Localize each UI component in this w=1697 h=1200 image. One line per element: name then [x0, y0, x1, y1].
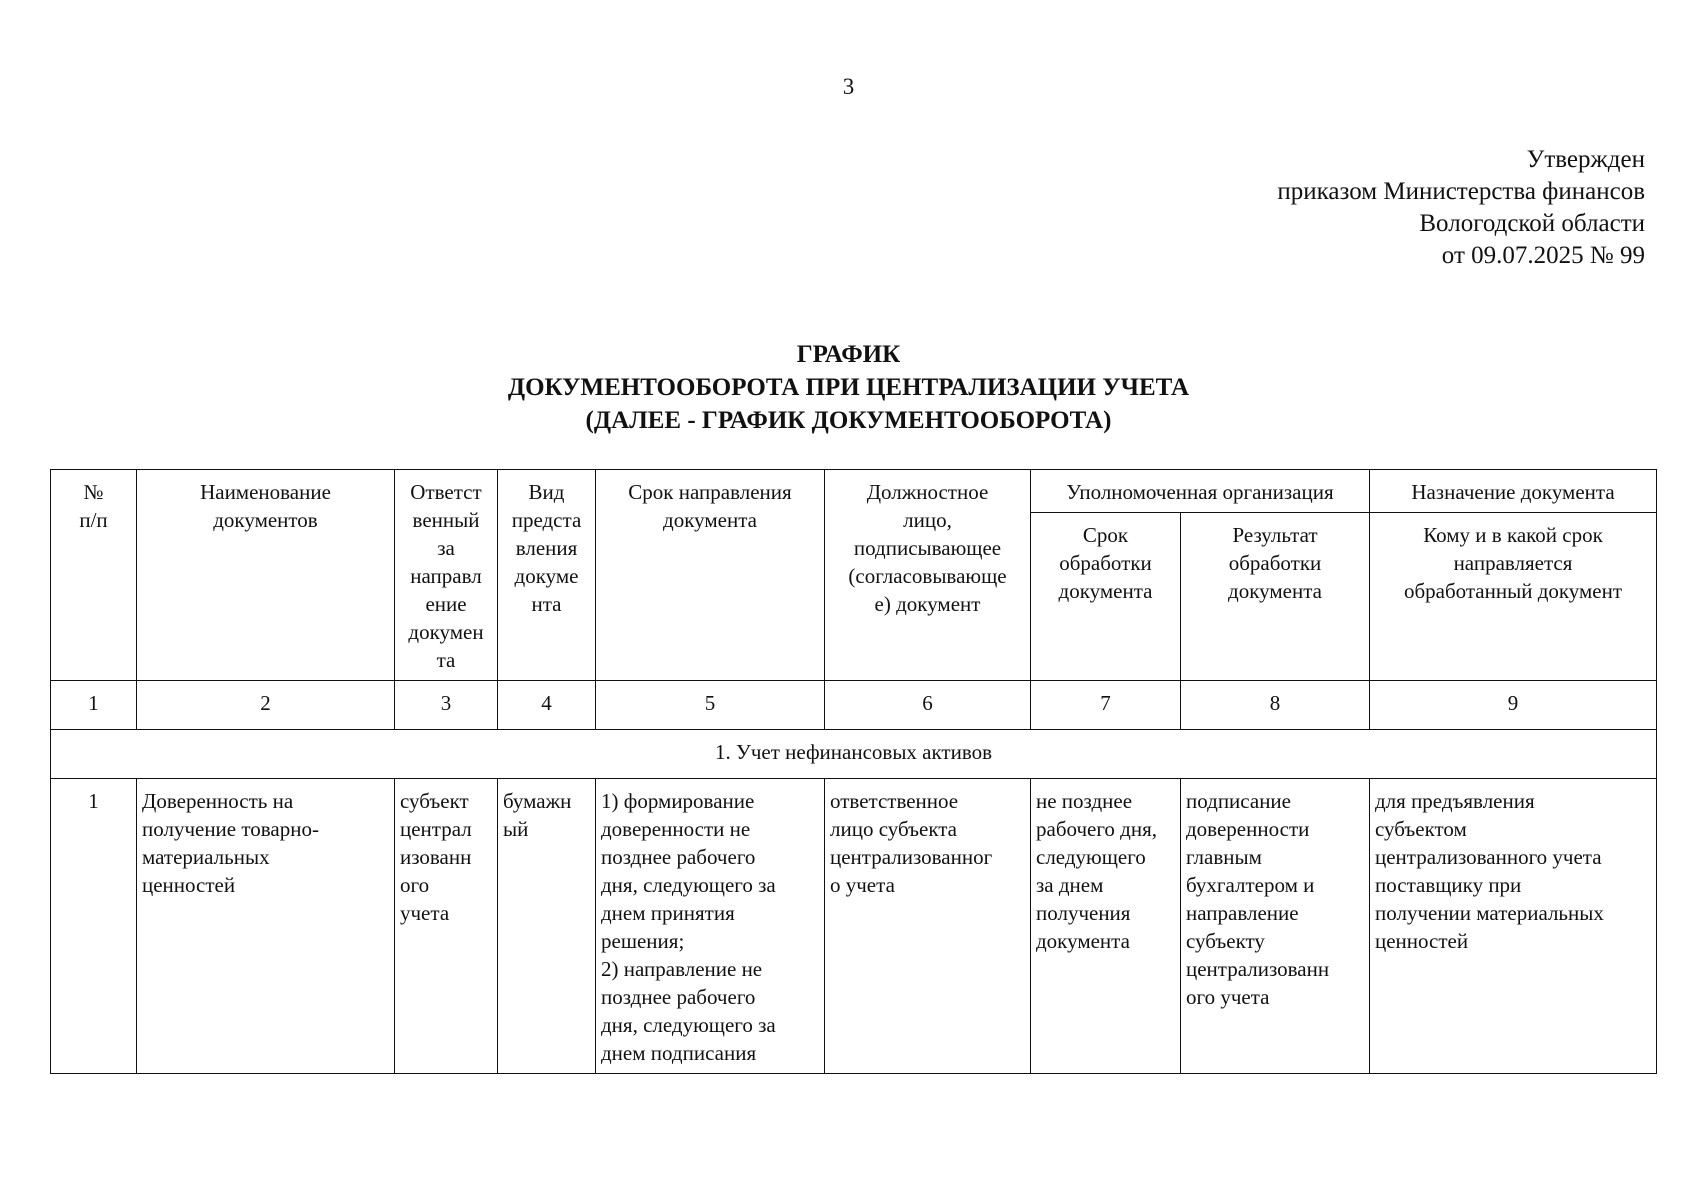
header-form: Вид предста вления докуме нта [498, 470, 596, 681]
header-processing-result: Результат обработки документа [1181, 513, 1370, 681]
row-name: Доверенность на получение товарно- материальных ценностей [137, 779, 395, 1074]
row-num: 1 [51, 779, 137, 1074]
title-line: ДОКУМЕНТООБОРОТА ПРИ ЦЕНТРАЛИЗАЦИИ УЧЕТА [507, 374, 1190, 401]
approval-date-line: от 09.07.2025 № 99 [1441, 242, 1645, 269]
row-deadline: 1) формирование доверенности не позднее рабочего дня, следующего за днем принятия решения; 2) направление не позднее рабочего дня, следующего за днем подписания [596, 779, 825, 1074]
header-purpose: Назначение документа [1370, 470, 1657, 513]
document-flow-table [50, 469, 1657, 1074]
column-number: 1 [51, 681, 137, 730]
header-responsible: Ответст венный за направл ение докумен та [395, 470, 498, 681]
page-number: 3 [842, 74, 855, 99]
column-number: 2 [137, 681, 395, 730]
approval-block [1277, 144, 1645, 272]
approval-line: Утвержден [1526, 146, 1645, 173]
column-number-row [51, 681, 1657, 730]
header-authorized-org: Уполномоченная организация [1031, 470, 1370, 513]
section-title: 1. Учет нефинансовых активов [51, 730, 1657, 779]
column-number: 7 [1031, 681, 1181, 730]
column-number: 5 [596, 681, 825, 730]
section-row [51, 730, 1657, 779]
column-number: 8 [1181, 681, 1370, 730]
row-processing-time: не позднее рабочего дня, следующего за днем получения документа [1031, 779, 1181, 1074]
row-processing-result: подписание доверенности главным бухгалтером и направление субъекту централизованн ого учета [1181, 779, 1370, 1074]
header-processing-time: Срок обработки документа [1031, 513, 1181, 681]
column-number: 6 [825, 681, 1031, 730]
row-responsible: субъект централ изованн ого учета [395, 779, 498, 1074]
approval-line: приказом Министерства финансов [1277, 178, 1645, 205]
document-title [0, 338, 1697, 437]
row-official: ответственное лицо субъекта централизованног о учета [825, 779, 1031, 1074]
header-recipient: Кому и в какой срок направляется обработанный документ [1370, 513, 1657, 681]
header-num: № п/п [51, 470, 137, 681]
header-name: Наименование документов [137, 470, 395, 681]
column-number: 4 [498, 681, 596, 730]
header-row-top [51, 470, 1657, 513]
header-deadline: Срок направления документа [596, 470, 825, 681]
table-row [51, 779, 1657, 1074]
row-form: бумажн ый [498, 779, 596, 1074]
title-line: (ДАЛЕЕ - ГРАФИК ДОКУМЕНТООБОРОТА) [585, 407, 1112, 434]
row-recipient: для предъявления субъектом централизованного учета поставщику при получении материальных ценностей [1370, 779, 1657, 1074]
column-number: 9 [1370, 681, 1657, 730]
title-line: ГРАФИК [796, 341, 901, 368]
approval-line: Вологодской области [1419, 210, 1645, 237]
column-number: 3 [395, 681, 498, 730]
header-official: Должностное лицо, подписывающее (согласовывающе е) документ [825, 470, 1031, 681]
